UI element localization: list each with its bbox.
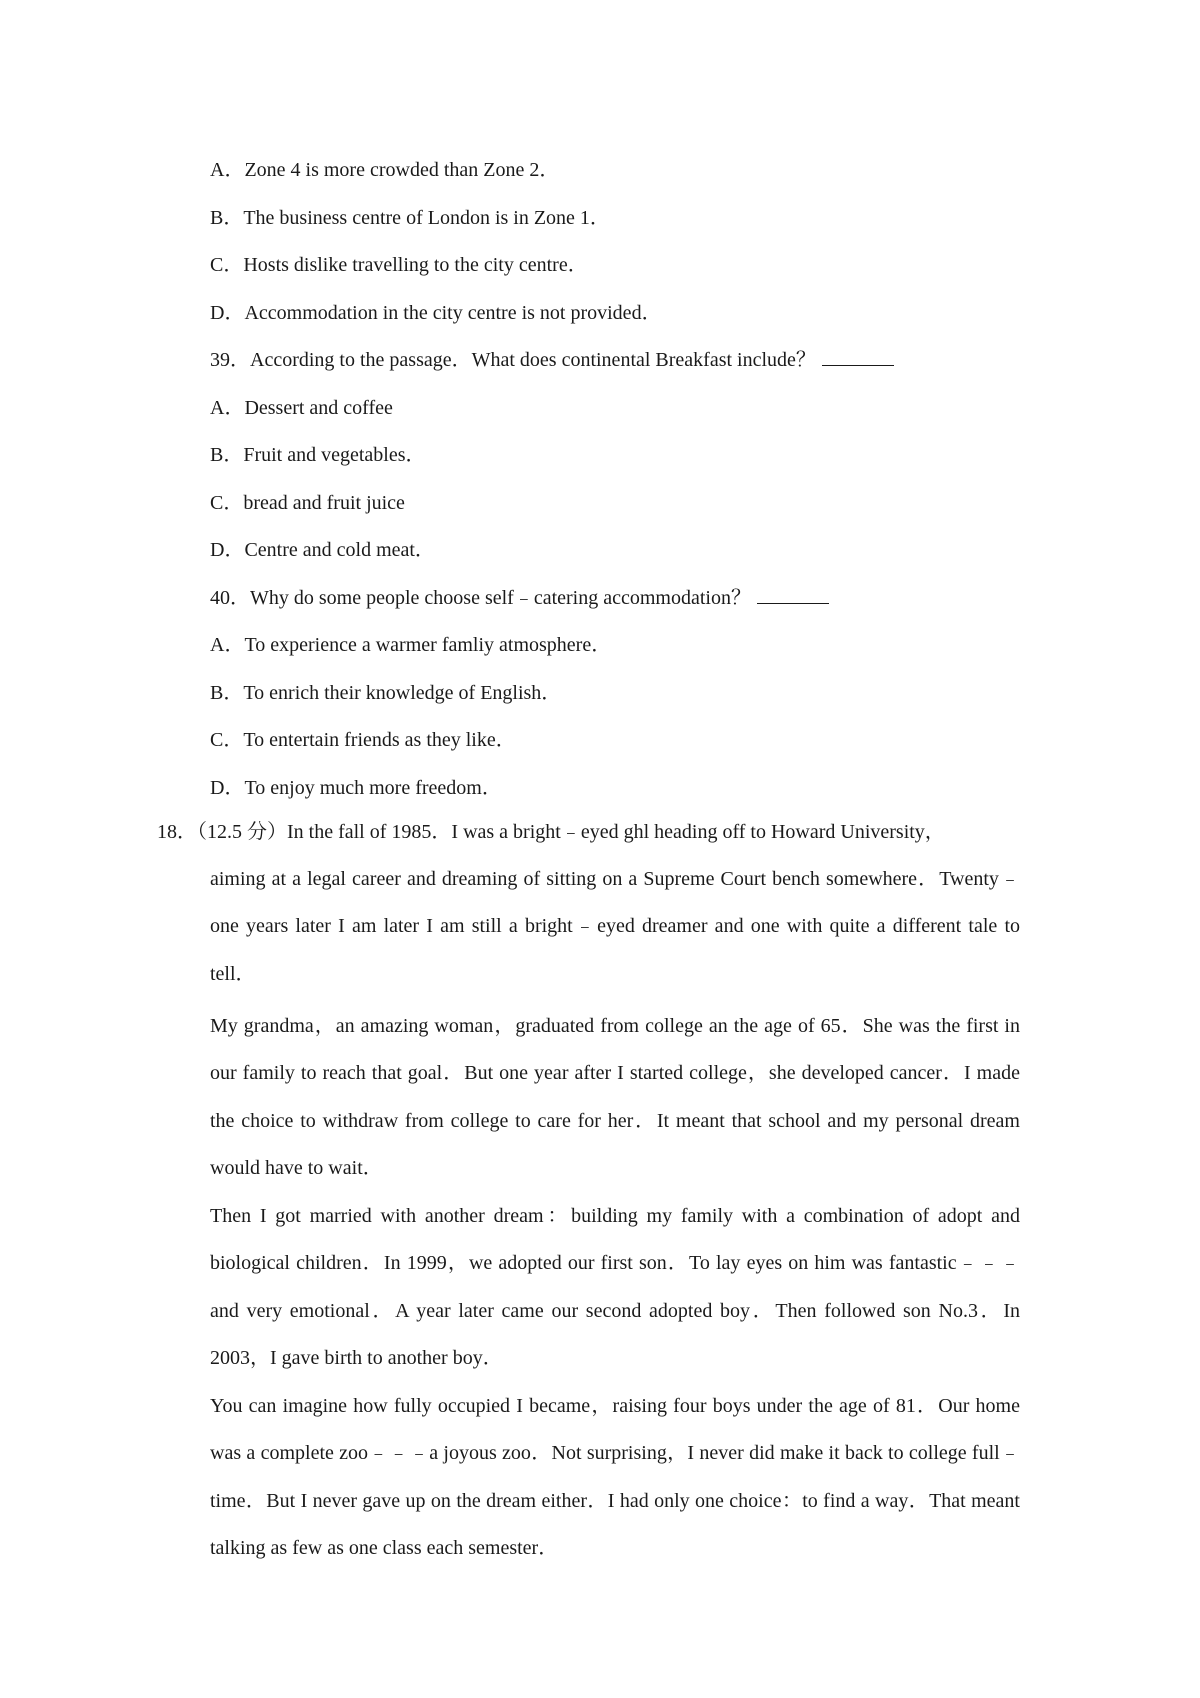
q39-stem (210, 348, 894, 372)
q18-header: 18．（12.5 分）In the fall of 1985．I was a bright﹣eyed ghl heading off to Howard University， (157, 821, 945, 843)
q38-option-c: C．Hosts dislike travelling to the city centre． (210, 254, 588, 276)
q38-option-a: A．Zone 4 is more crowded than Zone 2． (210, 159, 560, 181)
q38-option-d: D．Accommodation in the city centre is not provided． (210, 302, 662, 324)
q40-option-c: C．To entertain friends as they like． (210, 729, 516, 751)
q40-option-a: A．To experience a warmer famliy atmosphere． (210, 634, 612, 656)
q18-paragraph-2: My grandma，an amazing woman，graduated from college an the age of 65．She was the first in our family to reach that goal．But one year after I started college，she developed cancer．I made the choice to withdraw from college to care for her．It meant that school and my personal dream would have to wait． (210, 1015, 1020, 1179)
q40-option-d: D．To enjoy much more freedom． (210, 777, 502, 799)
q18-paragraph-4: You can imagine how fully occupied I became，raising four boys under the age of 81．Our home was a complete zoo﹣﹣﹣a joyous zoo．Not surprising，I never did make it back to college full﹣time．But I never gave up on the dream either．I had only one choice：to find a way．That meant talking as few as one class each semester． (210, 1395, 1020, 1559)
q40-stem-text: 40．Why do some people choose self﹣catering accommodation？ (210, 587, 751, 609)
q39-option-d: D．Centre and cold meat． (210, 539, 435, 561)
q40-option-b: B．To enrich their knowledge of English． (210, 682, 562, 704)
q40-stem (210, 586, 829, 610)
q18-paragraph-1: aiming at a legal career and dreaming of sitting on a Supreme Court bench somewhere．Twenty﹣one years later I am later I am still a bright﹣eyed dreamer and one with quite a different tale to tell． (210, 868, 1020, 985)
q39-option-c: C．bread and fruit juice (210, 492, 405, 514)
q18-paragraph-3: Then I got married with another dream：building my family with a combination of adopt and biological children．In 1999，we adopted our first son．To lay eyes on him was fantastic﹣﹣﹣and very emotional．A year later came our second adopted boy．Then followed son No.3．In 2003，I gave birth to another boy． (210, 1205, 1020, 1369)
q39-option-a: A．Dessert and coffee (210, 397, 393, 419)
answer-blank (757, 589, 829, 604)
answer-blank (822, 351, 894, 366)
q38-option-b: B．The business centre of London is in Zone 1． (210, 207, 610, 229)
q39-option-b: B．Fruit and vegetables． (210, 444, 426, 466)
q39-stem-text: 39．According to the passage．What does continental Breakfast include？ (210, 349, 816, 371)
